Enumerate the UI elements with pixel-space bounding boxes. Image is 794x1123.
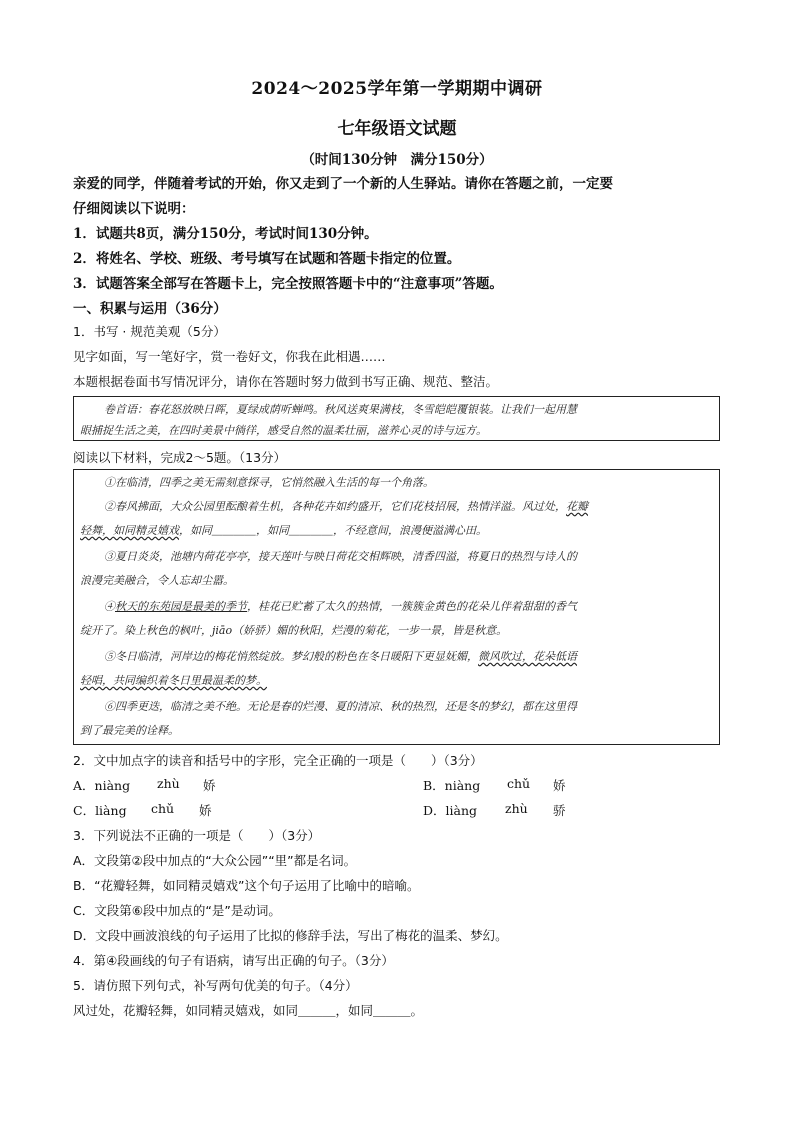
para-2-text: ，如同＿＿＿＿，如同＿＿＿＿，不经意间，浪漫便溢满心田。 (179, 524, 487, 537)
passage-box (73, 469, 720, 745)
option-pinyin: zhù (157, 776, 180, 791)
q2-stem: 2．文中加点字的读音和括号中的字形，完全正确的一项是（ ）（3分） (73, 753, 483, 768)
para-2-text: ②春风拂面，大众公园里酝酿着生机，各种花卉如约盛开，它们花枝招展，热情洋溢。风过处， (104, 500, 566, 513)
q1-title: 1．书写 · 规范美观（5分） (73, 324, 226, 339)
passage-para-2-line-2 (80, 522, 487, 538)
exam-subject: 七年级语文试题 (337, 119, 457, 139)
reading-intro: 阅读以下材料，完成2～5题。（13分） (73, 450, 287, 465)
q4-stem: 4．第④段画线的句子有语病，请写出正确的句子。（3分） (73, 953, 394, 968)
q3-option-a[interactable]: A．文段第②段中加点的“大众公园”“里”都是名词。 (73, 853, 357, 868)
q2-option-c[interactable] (73, 801, 212, 819)
q1-line-2: 本题根据卷面书写情况评分，请你在答题时努力做到书写正确、规范、整洁。 (73, 374, 499, 389)
passage-para-6-line-2: 到了最完美的诠释。 (80, 724, 179, 737)
passage-para-5-line-2 (80, 672, 267, 688)
passage-para-4-line-1 (104, 598, 577, 614)
q2-option-a[interactable] (73, 776, 216, 794)
passage-para-2-line-1 (104, 498, 588, 514)
option-char: 骄 (553, 803, 566, 818)
q3-option-c[interactable]: C．文段第⑥段中加点的“是”是动词。 (73, 903, 281, 918)
rule-3: 3．试题答案全部写在答题卡上，完全按照答题卡中的“注意事项”答题。 (73, 276, 503, 292)
passage-para-6-line-1: ⑥四季更迭，临清之美不绝。无论是春的烂漫、夏的清凉、秋的热烈，还是冬的梦幻，都在这里得 (104, 700, 577, 713)
option-pinyin: chǔ (151, 801, 175, 816)
wavy-underlined-text: 轻舞，如同精灵嬉戏 (80, 524, 179, 537)
option-pinyin: chǔ (507, 776, 531, 791)
option-char: 娇 (553, 778, 566, 793)
q2-option-b[interactable] (423, 776, 566, 794)
preface-box (73, 396, 720, 441)
wavy-underlined-text: 轻唱，共同编织着冬日里最温柔的梦。 (80, 674, 267, 687)
section-heading: 一、积累与运用（36分） (73, 301, 227, 317)
option-char: 娇 (203, 778, 216, 793)
option-char: 娇 (199, 803, 212, 818)
passage-para-3-line-1: ③夏日炎炎，池塘内荷花亭亭，接天莲叶与映日荷花交相辉映，清香四溢，将夏日的热烈与诗人的 (104, 550, 577, 563)
passage-para-4-line-2: 绽开了。染上秋色的枫叶，jiāo（娇骄）媚的秋阳，烂漫的菊花，一步一景，皆是秋意。 (80, 624, 508, 637)
q1-line-1: 见字如面，写一笔好字，赏一卷好文，你我在此相遇…… (73, 349, 386, 364)
passage-para-1: ①在临清，四季之美无需刻意探寻，它悄然融入生活的每一个角落。 (104, 476, 434, 489)
para-4-text: ④ (104, 600, 115, 613)
underlined-sentence: 秋天的东苑园是最美的季节 (115, 600, 247, 613)
exam-time-score: （时间130分钟 满分150分） (301, 152, 493, 168)
passage-para-5-line-1 (104, 648, 577, 664)
option-label: C．liàng (73, 803, 127, 818)
wavy-underlined-text: 微风吹过，花朵低语 (478, 650, 577, 663)
passage-para-3-line-2: 浪漫完美融合，令人忘却尘嚣。 (80, 574, 234, 587)
q3-stem: 3．下列说法不正确的一项是（ ）（3分） (73, 828, 321, 843)
option-label: D．liàng (423, 803, 478, 818)
q3-option-b[interactable]: B．“花瓣轻舞，如同精灵嬉戏”这个句子运用了比喻中的暗喻。 (73, 878, 420, 893)
option-label: A．niàng (73, 778, 131, 793)
rule-2: 2．将姓名、学校、班级、考号填写在试题和答题卡指定的位置。 (73, 251, 461, 267)
intro-line-2: 仔细阅读以下说明： (73, 201, 195, 217)
preface-line-2: 眼捕捉生活之美，在四时美景中徜徉，感受自然的温柔壮丽，滋养心灵的诗与远方。 (80, 424, 487, 437)
wavy-underlined-text: 花瓣 (566, 500, 588, 513)
para-5-text: ⑤冬日临清，河岸边的梅花悄然绽放。梦幻般的粉色在冬日暖阳下更显妩媚， (104, 650, 478, 663)
para-4-text: ，桂花已贮蓄了太久的热情，一簇簇金黄色的花朵儿伴着甜甜的香气 (247, 600, 577, 613)
q5-prompt-line: 风过处，花瓣轻舞，如同精灵嬉戏，如同＿＿＿，如同＿＿＿。 (73, 1003, 424, 1018)
q3-option-d[interactable]: D．文段中画波浪线的句子运用了比拟的修辞手法，写出了梅花的温柔、梦幻。 (73, 928, 508, 943)
option-pinyin: zhù (505, 801, 528, 816)
preface-line-1: 卷首语：春花怒放映日晖，夏绿成荫听蝉鸣。秋风送爽果满枝，冬雪皑皑覆银装。让我们一起用慧 (104, 403, 577, 416)
exam-title: 2024～2025学年第一学期期中调研 (251, 79, 543, 99)
intro-line-1: 亲爱的同学，伴随着考试的开始，你又走到了一个新的人生驿站。请你在答题之前，一定要 (73, 176, 613, 192)
q5-stem: 5．请仿照下列句式，补写两句优美的句子。（4分） (73, 978, 358, 993)
option-label: B．niàng (423, 778, 481, 793)
rule-1: 1．试题共8页，满分150分，考试时间130分钟。 (73, 226, 378, 242)
q2-option-d[interactable] (423, 801, 566, 819)
